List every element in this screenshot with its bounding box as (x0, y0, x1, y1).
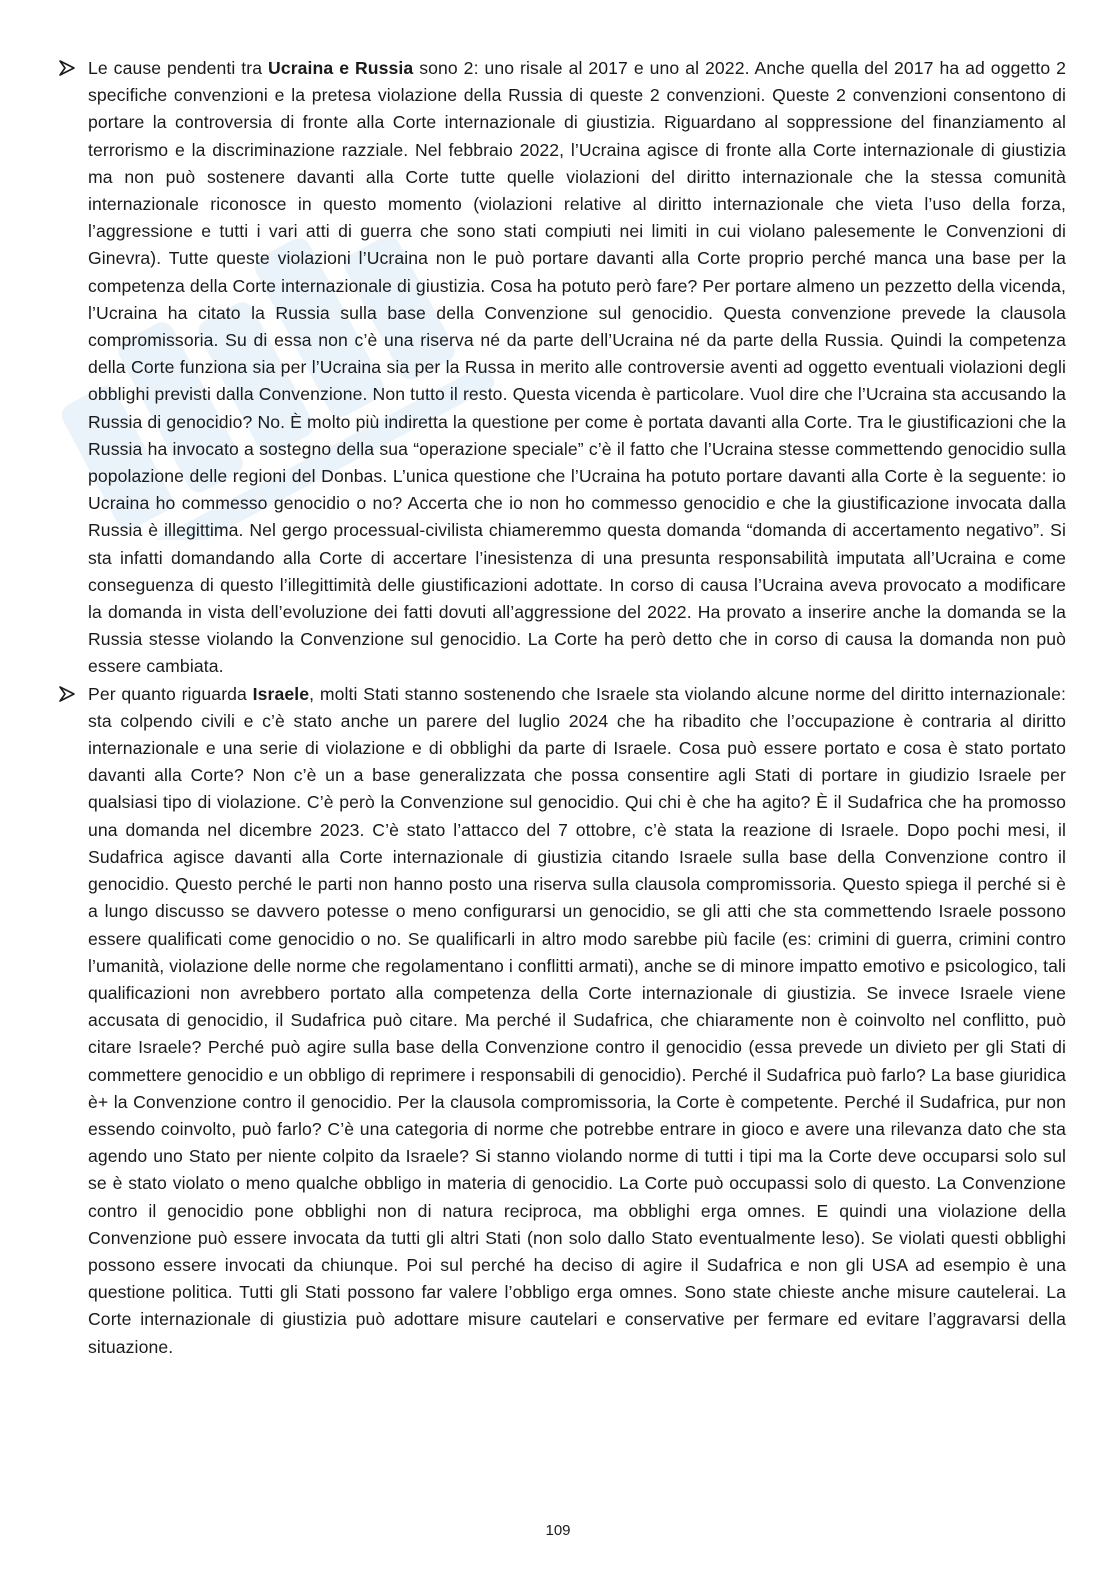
notes-content (56, 55, 1066, 1361)
paragraph-text-start: Per quanto riguarda (88, 683, 253, 704)
bold-heading-ukraine-russia: Ucraina e Russia (268, 58, 414, 78)
bullet-item-israel (56, 681, 1066, 1361)
paragraph-text-rest: sono 2: uno risale al 2017 e uno al 2022. Anche quella del 2017 ha ad oggetto 2 specifiche convenzioni e la pretesa violazione della Russia di queste 2 convenzioni. Queste 2 convenzioni consentono di portare la controversia di fronte alla Corte internazionale di giustizia. Riguardano al soppressione del finanziamento al terrorismo e la discriminazione razziale. Nel febbraio 2022, l’Ucraina agisce di fronte alla Corte internazionale di giustizia ma non può sostenere davanti alla Corte tutte quelle violazioni del diritto internazionale che la stessa comunità internazionale riconosce in questo momento (violazioni relative al diritto internazionale che vieta l’uso della forza, l’aggressione e tutti i vari atti di guerra che sono stati compiuti nei limiti in cui violano palesemente le Convenzioni di Ginevra). Tutte queste violazioni l’Ucraina non le può portare davanti alla Corte proprio perché manca una base per la competenza della Corte internazionale di giustizia. Cosa ha potuto però fare? Per portare almeno un pezzetto della vicenda, l’Ucraina ha citato la Russia sulla base della Convenzione sul genocidio. Questa convenzione prevede la clausola compromissoria. Su di essa non c’è una riserva né da parte dell’Ucraina né da parte della Russia. Quindi la competenza della Corte funziona sia per l’Ucraina sia per la Russa in merito alle controversie aventi ad oggetto eventuali violazioni degli obblighi previsti dalla Convenzione. Non tutto il resto. Questa vicenda è particolare. Vuol dire che l’Ucraina sta accusando la Russia di genocidio? No. È molto più indiretta la questione per come è portata davanti alla Corte. Tra le giustificazioni che la Russia ha invocato a sostegno della sua “operazione speciale” c’è il fatto che l’Ucraina stesse commettendo genocidio sulla popolazione delle regioni del Donbas. L’unica questione che l’Ucraina ha potuto portare davanti alla Corte è la seguente: io Ucraina ho commesso genocidio o no? Accerta che io non ho commesso genocidio e che la giustificazione invocata dalla Russia è illegittima. Nel gergo processual-civilista chiameremmo questa domanda “domanda di accertamento negativo”. Si sta infatti domandando alla Corte di accertare l’inesistenza di una presunta responsabilità imputata all’Ucraina e come conseguenza di questo l’illegittimità delle giustificazioni adottate. In corso di causa l’Ucraina aveva provocato a modificare la domanda in vista dell’evoluzione dei fatti dovuti all’aggressione del 2022. Ha provato a inserire anche la domanda se la Russia stesse violando la Convenzione sul genocidio. La Corte ha però detto che in corso di causa la domanda non può essere cambiata. (88, 58, 1067, 677)
paragraph-text-rest: , molti Stati stanno sostenendo che Israele sta violando alcune norme del diritto internazionale: sta colpendo civili e c’è stato anche un parere del luglio 2024 che ha ribadito che l’occupazione è contraria al diritto internazionale e una serie di violazione e di obblighi da parte di Israele. Cosa può essere portato e cosa è stato portato davanti alla Corte? Non c’è un a base generalizzata che possa consentire agli Stati di portare in giudizio Israele per qualsiasi tipo di violazione. C’è però la Convenzione sul genocidio. Qui chi è che ha agito? È il Sudafrica che ha promosso una domanda nel dicembre 2023. C’è stato l’attacco del 7 ottobre, c’è stata la reazione di Israele. Dopo pochi mesi, il Sudafrica agisce davanti alla Corte internazionale di giustizia citando Israele sulla base della Convenzione contro il genocidio. Questo perché le parti non hanno posto una riserva sulla clausola compromissoria. Questo spiega il perché si è a lungo discusso se davvero potesse o meno configurarsi un genocidio, se gli atti che sta commettendo Israele possono essere qualificati come genocidio o no. Se qualificarli in altro modo sarebbe più facile (es: crimini di guerra, crimini contro l’umanità, violazione delle norme che regolamentano i conflitti armati), anche se di minore impatto emotivo e psicologico, tali qualificazioni non avrebbero portato alla competenza della Corte internazionale di giustizia. Se invece Israele viene accusata di genocidio, il Sudafrica può citare. Ma perché il Sudafrica, che chiaramente non è coinvolto nel conflitto, può citare Israele? Perché può agire sulla base della Convenzione contro il genocidio (essa prevede un divieto per gli Stati di commettere genocidio e un obbligo di reprimere i responsabili di genocidio). Perché il Sudafrica può farlo? La base giuridica è+ la Convenzione contro il genocidio. Per la clausola compromissoria, la Corte è competente. Perché il Sudafrica, pur non essendo coinvolto, può farlo? C’è una categoria di norme che potrebbe entrare in gioco e avere una rilevanza dato che sta agendo uno Stato per niente colpito da Israele? Si stanno violando norme di tutti i tipi ma la Corte deve occuparsi solo sul se è stato violato o meno qualche obbligo in materia di genocidio. La Corte può occupassi solo di questo. La Convenzione contro il genocidio pone obblighi non di natura reciproca, ma obblighi erga omnes. E quindi una violazione della Convenzione può essere invocata da tutti gli altri Stati (non solo dallo Stato eventualmente leso). Se violati questi obblighi possono essere invocati da chiunque. Poi sul perché ha deciso di agire il Sudafrica e non gli USA ad esempio è una questione politica. Tutti gli Stati possono far valere l’obbligo erga omnes. Sono state chieste anche misure cautelerai. La Corte internazionale di giustizia può adottare misure cautelari e conservative per fermare ed evitare l’aggravarsi della situazione. (88, 683, 1066, 1357)
bullet-item-ukraine-russia (56, 55, 1066, 681)
page-number: 109 (545, 1522, 571, 1539)
paragraph-text-start: Le cause pendenti tra (88, 58, 269, 78)
paragraph-israel (88, 681, 1066, 1361)
arrowhead-bullet-icon (56, 683, 78, 705)
arrowhead-bullet-icon (56, 57, 78, 79)
paragraph-ukraine-russia (88, 55, 1066, 681)
bold-heading-israel: Israele (252, 683, 310, 704)
